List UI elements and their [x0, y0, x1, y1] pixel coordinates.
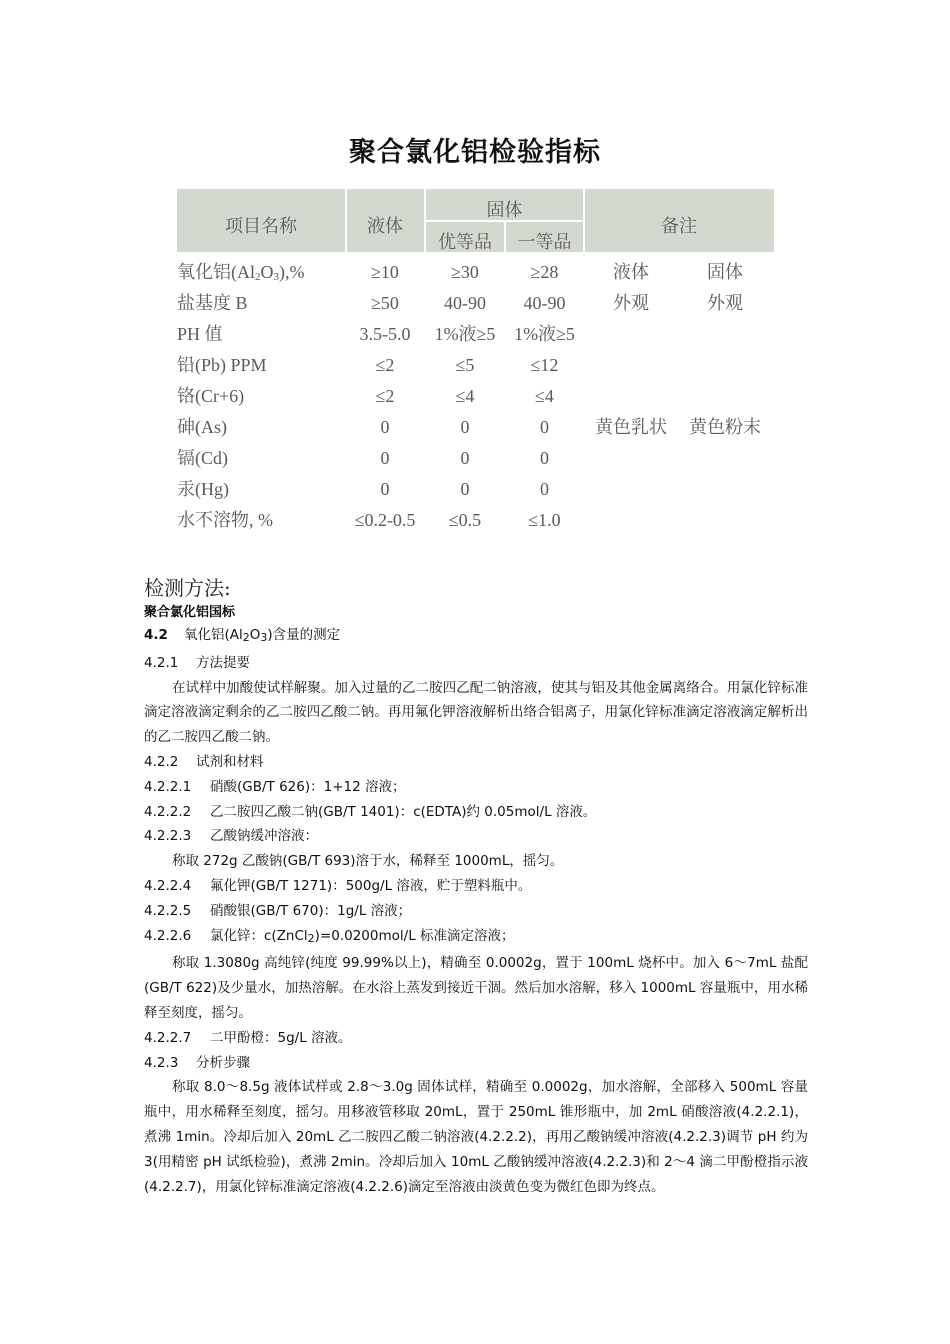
methods-heading: 检测方法: — [144, 576, 231, 600]
table-header — [177, 189, 774, 252]
section-heading: 4.2.3 分析步骤 — [144, 1054, 250, 1071]
cell-name: 氧化铝$(Al_2O_3),\%$ — [177, 262, 305, 283]
header-liquid: 液体 — [367, 216, 403, 236]
cell-first-grade: 40-90 — [523, 293, 566, 313]
cell-liquid: 0 — [380, 448, 390, 468]
list-item: 4.2.2.4 氟化钾(GB/T 1271)：500g/L 溶液，贮于塑料瓶中。 — [144, 877, 532, 894]
table-row — [177, 412, 774, 443]
cell-name: 铅(Pb) PPM — [177, 355, 267, 375]
paragraph: 称取 8.0～8.5g 液体试样或 2.8～3.0g 固体试样，精确至 0.0002g，加水溶解，全部移入 500mL 容量瓶中，用水稀释至刻度，摇匀。用移液管移取 20mL，置于 250mL 锥形瓶中，加 2mL 硝酸溶液(4.2.2.1)，煮沸 1min。冷却后加入 20mL 乙二胺四乙酸二钠溶液(4.2.2.2)，再用乙酸钠缓冲溶液(4.2.2.3)调节 pH 约为 3(用精密 pH 试纸检验)，煮沸 2min。冷却后加入 10mL 乙酸钠缓冲溶液(4.2.2.3)和 2～4 滴二甲酚橙指示液(4.2.2.7)，用氯化锌标准滴定溶液(4.2.2.6)滴定至溶液由淡黄色变为微红色即为终点。 — [144, 1079, 808, 1195]
cell-note-solid: 外观 — [707, 293, 743, 313]
cell-liquid: 3.5-5.0 — [359, 324, 411, 344]
cell-note-liquid: 外观 — [613, 293, 649, 313]
cell-name: 盐基度 B — [177, 293, 248, 313]
section-heading: 4.2.2 试剂和材料 — [144, 753, 264, 770]
paragraph: 称取 1.3080g 高纯锌(纯度 99.99%以上)，精确至 0.0002g，置于 100mL 烧杯中。加入 6～7mL 盐配(GB/T 622)及少量水，加热溶解。在水浴上蒸发到接近干涸。然后加水溶解，移入 1000mL 容量瓶中，用水稀释至刻度，摇匀。 — [144, 955, 808, 1021]
header-solid: 固体 — [486, 200, 523, 220]
cell-liquid: ≥50 — [371, 293, 399, 313]
cell-liquid: ≤2 — [375, 386, 395, 406]
cell-first-grade: ≥28 — [530, 262, 559, 282]
page-title: 聚合氯化铝检验指标 — [349, 137, 601, 168]
cell-superior: 0 — [460, 479, 470, 499]
cell-note-liquid: 液体 — [613, 262, 649, 282]
list-item: 4.2.2.6 氯化锌：c(ZnCl$_2$)=0.0200mol/L 标准滴定溶液； — [144, 927, 515, 945]
header-note: 备注 — [661, 216, 697, 236]
cell-name: 镉(Cd) — [177, 448, 228, 468]
cell-superior: ≤4 — [455, 386, 475, 406]
cell-first-grade: 0 — [540, 448, 549, 468]
header-divider — [425, 220, 584, 222]
cell-name: 汞(Hg) — [177, 479, 229, 499]
cell-first-grade: 0 — [540, 479, 549, 499]
cell-liquid: 0 — [380, 479, 390, 499]
table-row — [177, 257, 774, 288]
header-divider — [504, 221, 506, 252]
cell-superior: 40-90 — [444, 293, 486, 313]
cell-superior: 1%液≥5 — [434, 324, 496, 344]
list-item: 4.2.2.1 硝酸(GB/T 626)：1+12 溶液； — [144, 778, 406, 795]
cell-superior: 0 — [460, 417, 470, 437]
cell-first-grade: 1%液≥5 — [514, 324, 575, 344]
method-body — [144, 623, 808, 1199]
list-item: 4.2.2.7 二甲酚橙：5g/L 溶液。 — [144, 1029, 352, 1046]
table-body — [177, 252, 774, 536]
cell-first-grade: ≤1.0 — [528, 510, 561, 530]
table-row — [177, 443, 774, 474]
section-heading: 4.2.1 方法提要 — [144, 654, 250, 671]
cell-liquid: ≤0.2-0.5 — [354, 510, 416, 530]
table-row — [177, 319, 774, 350]
spec-table — [177, 189, 774, 536]
table-row — [177, 288, 774, 319]
cell-name: 水不溶物, % — [177, 510, 273, 530]
cell-note-solid: 固体 — [707, 262, 743, 282]
cell-superior: 0 — [460, 448, 470, 468]
paragraph: 称取 272g 乙酸钠(GB/T 693)溶于水，稀释至 1000mL，摇匀。 — [172, 853, 564, 870]
cell-name: PH 值 — [177, 324, 223, 344]
header-divider — [345, 189, 347, 252]
cell-superior: ≤5 — [455, 355, 475, 375]
cell-first-grade: ≤4 — [535, 386, 554, 406]
paragraph: 在试样中加酸使试样解聚。加入过量的乙二胺四乙配二钠溶液，使其与铝及其他金属离络合。用氯化锌标准滴定溶液滴定剩余的乙二胺四乙酸二钠。再用氟化钾溶液解析出络合铝离子，用氯化锌标准滴定溶液滴定解析出的乙二胺四乙酸二钠。 — [144, 679, 808, 746]
cell-note-solid: 黄色粉末 — [689, 417, 761, 437]
section-heading: 4.2 氧化铝$(Al_2O_3)$含量的测定 — [144, 627, 341, 644]
cell-liquid: ≥10 — [371, 262, 399, 282]
header-first-grade: 一等品 — [517, 232, 572, 252]
cell-liquid: 0 — [380, 417, 390, 437]
cell-superior: ≥30 — [451, 262, 479, 282]
cell-first-grade: ≤12 — [530, 355, 559, 375]
header-superior: 优等品 — [438, 232, 492, 252]
standard-title: 聚合氯化铝国标 — [144, 605, 236, 620]
table-row — [177, 474, 774, 505]
list-item: 4.2.2.3 乙酸钠缓冲溶液： — [144, 828, 318, 845]
table-row — [177, 505, 774, 536]
cell-note-liquid: 黄色乳状 — [595, 417, 667, 437]
cell-first-grade: 0 — [540, 417, 549, 437]
list-item: 4.2.2.5 硝酸银(GB/T 670)：1g/L 溶液； — [144, 902, 412, 919]
table-row — [177, 350, 774, 381]
cell-superior: ≤0.5 — [448, 510, 482, 530]
table-row — [177, 381, 774, 412]
cell-liquid: ≤2 — [375, 355, 395, 375]
list-item: 4.2.2.2 乙二胺四乙酸二钠(GB/T 1401)：c(EDTA)约 0.05mol/L 溶液。 — [144, 803, 597, 820]
header-item-name: 项目名称 — [225, 216, 297, 236]
cell-name: 铬(Cr+6) — [177, 386, 245, 406]
cell-name: 砷(As) — [177, 417, 227, 437]
